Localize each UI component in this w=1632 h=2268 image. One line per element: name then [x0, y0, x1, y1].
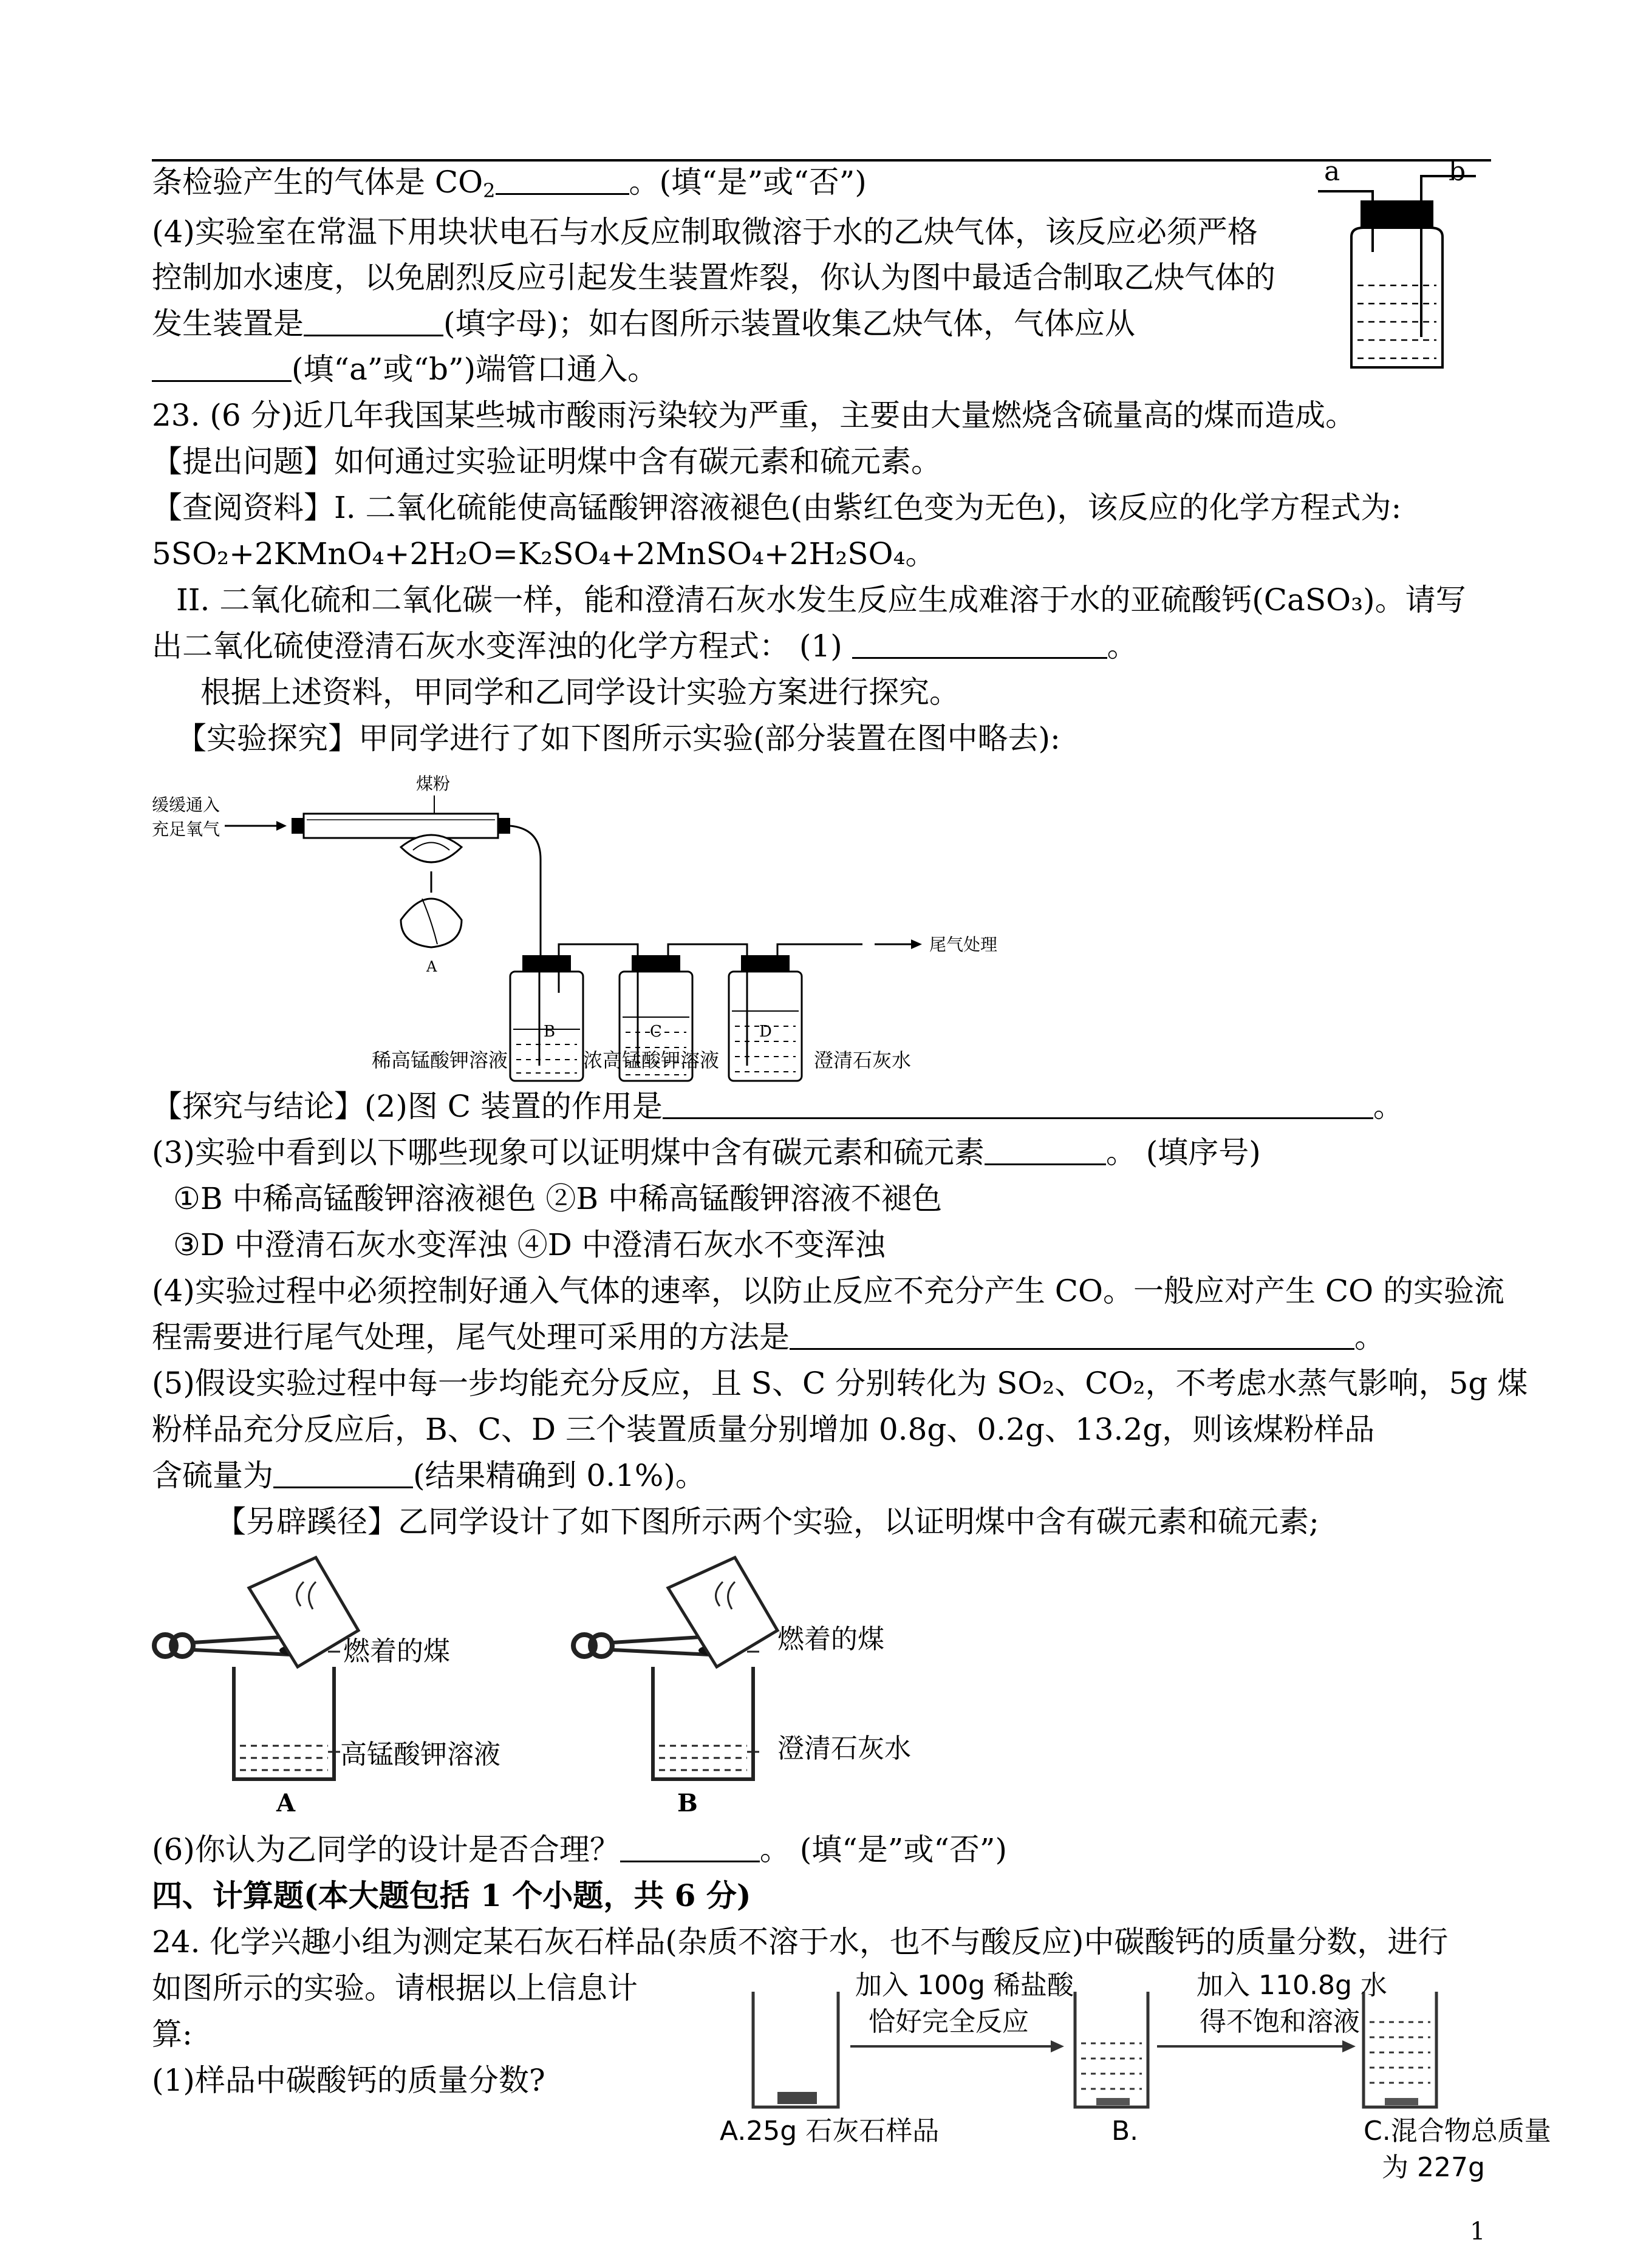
- step1-line2: 恰好完全反应: [869, 2006, 1029, 2037]
- answer-blank[interactable]: [620, 1834, 760, 1862]
- text-line: 根据上述资料，甲同学和乙同学设计实验方案进行探究。: [200, 675, 960, 710]
- label-b: b: [1449, 156, 1466, 187]
- answer-blank[interactable]: [985, 1137, 1106, 1165]
- text-line: (3)实验中看到以下哪些现象可以证明煤中含有碳元素和硫元素 。 (填序号): [152, 1135, 1261, 1170]
- label-burning-coal-b: 燃着的煤: [777, 1624, 884, 1655]
- text-line: 含硫量为 (结果精确到 0.1%)。: [152, 1458, 706, 1493]
- page-number: 1: [1470, 2218, 1486, 2246]
- label-exhaust: 尾气处理: [929, 935, 998, 955]
- text-line: 【实验探究】甲同学进行了如下图所示实验(部分装置在图中略去):: [176, 721, 1060, 756]
- text-line: 条检验产生的气体是 $CO_2$ 。(填“是”或“否”): [152, 165, 867, 202]
- text-line: 【探究与结论】(2)图 C 装置的作用是 。: [152, 1089, 1404, 1124]
- label-limewater: 澄清石灰水: [777, 1733, 911, 1764]
- text-line: 【查阅资料】I. 二氧化硫能使高锰酸钾溶液褪色(由紫红色变为无色)，该反应的化学方程式为:: [152, 490, 1402, 525]
- label-A: A: [276, 1789, 296, 1817]
- answer-blank[interactable]: [152, 353, 292, 382]
- text-line: (5)假设实验过程中每一步均能充分反应，且 S、C 分别转化为 SO₂、CO₂，不考虑水蒸气影响，5g 煤: [152, 1366, 1528, 1401]
- text-line: (4)实验过程中必须控制好通入气体的速率，以防止反应不充分产生 CO。一般应对产生 CO 的实验流: [152, 1273, 1505, 1309]
- text-line: 发生装置是 (填字母)；如右图所示装置收集乙炔气体，气体应从: [152, 306, 1136, 341]
- caption-a: A.25g 石灰石样品: [720, 2116, 940, 2147]
- label-kmno4: 高锰酸钾溶液: [340, 1739, 500, 1770]
- caption-c-line2: 为 227g: [1382, 2152, 1485, 2183]
- label-solution-c: 浓高锰酸钾溶液: [583, 1049, 720, 1072]
- text-line: 24. 化学兴趣小组为测定某石灰石样品(杂质不溶于水，也不与酸反应)中碳酸钙的质量分数，进行: [152, 1924, 1449, 1960]
- text-line: 5SO₂+2KMnO₄+2H₂O=K₂SO₄+2MnSO₄+2H₂SO₄。: [152, 536, 936, 571]
- text-line: 控制加水速度，以免剧烈反应引起发生装置炸裂，你认为图中最适合制取乙炔气体的: [152, 260, 1275, 295]
- text-line: 算:: [152, 2017, 193, 2052]
- text-line: (1)样品中碳酸钙的质量分数?: [152, 2063, 545, 2098]
- experiment-apparatus-figure: [146, 762, 1033, 1084]
- text-line: (6)你认为乙同学的设计是否合理？ 。 (填“是”或“否”): [152, 1832, 1007, 1867]
- answer-blank[interactable]: [496, 166, 629, 195]
- label-D: D: [759, 1023, 772, 1041]
- text-line: (填“a”或“b”)端管口通入。: [152, 351, 658, 387]
- label-B: B: [544, 1023, 556, 1041]
- text-line: 23. (6 分)近几年我国某些城市酸雨污染较为严重，主要由大量燃烧含硫量高的煤而造成。: [152, 398, 1356, 433]
- label-C: C: [650, 1023, 662, 1041]
- step2-line2: 得不饱和溶液: [1200, 2006, 1360, 2037]
- text-line: 粉样品充分反应后，B、C、D 三个装置质量分别增加 0.8g、0.2g、13.2g，则该煤粉样品: [152, 1412, 1375, 1447]
- section-heading: 四、计算题(本大题包括 1 个小题，共 6 分): [152, 1878, 751, 1913]
- option-line: ①B 中稀高锰酸钾溶液褪色 ②B 中稀高锰酸钾溶液不褪色: [173, 1181, 942, 1216]
- text-line: 【另辟蹊径】乙同学设计了如下图所示两个实验，以证明煤中含有碳元素和硫元素;: [216, 1504, 1319, 1539]
- step1-line1: 加入 100g 稀盐酸: [855, 1970, 1074, 2001]
- label-a: a: [1324, 156, 1340, 187]
- answer-blank[interactable]: [273, 1460, 413, 1488]
- step2-line1: 加入 110.8g 水: [1197, 1970, 1387, 2001]
- text-line: II. 二氧化硫和二氧化碳一样，能和澄清石灰水发生反应生成难溶于水的亚硫酸钙(CaSO₃)。请写: [176, 582, 1466, 618]
- caption-c-line1: C.混合物总质量: [1364, 2116, 1551, 2147]
- answer-blank[interactable]: [304, 308, 443, 336]
- label-A: A: [426, 958, 437, 975]
- answer-blank[interactable]: [663, 1091, 1373, 1119]
- label-solution-b: 稀高锰酸钾溶液: [372, 1049, 508, 1072]
- text-line: 程需要进行尾气处理，尾气处理可采用的方法是 。: [152, 1320, 1385, 1355]
- answer-blank[interactable]: [852, 630, 1107, 659]
- label-B: B: [677, 1789, 698, 1817]
- label-solution-d: 澄清石灰水: [814, 1049, 912, 1072]
- text-line: 如图所示的实验。请根据以上信息计: [152, 1970, 638, 2006]
- answer-blank[interactable]: [790, 1321, 1354, 1350]
- label-coal: 煤粉: [416, 774, 451, 794]
- text-line: (4)实验室在常温下用块状电石与水反应制取微溶于水的乙炔气体，该反应必须严格: [152, 214, 1258, 250]
- beaker-experiments-figure: [152, 1545, 966, 1825]
- caption-b: B.: [1111, 2116, 1139, 2147]
- label-inlet-1: 缓缓通入: [152, 795, 220, 815]
- option-line: ③D 中澄清石灰水变浑浊 ④D 中澄清石灰水不变浑浊: [173, 1227, 886, 1262]
- top-rule: [152, 159, 1491, 162]
- label-burning-coal-a: 燃着的煤: [343, 1636, 450, 1667]
- text-line: 【提出问题】如何通过实验证明煤中含有碳元素和硫元素。: [152, 444, 941, 479]
- gas-bottle-figure: [1306, 155, 1488, 380]
- text-line: 出二氧化硫使澄清石灰水变浑浊的化学方程式： (1) 。: [152, 628, 1138, 664]
- label-inlet-2: 充足氧气: [152, 819, 220, 839]
